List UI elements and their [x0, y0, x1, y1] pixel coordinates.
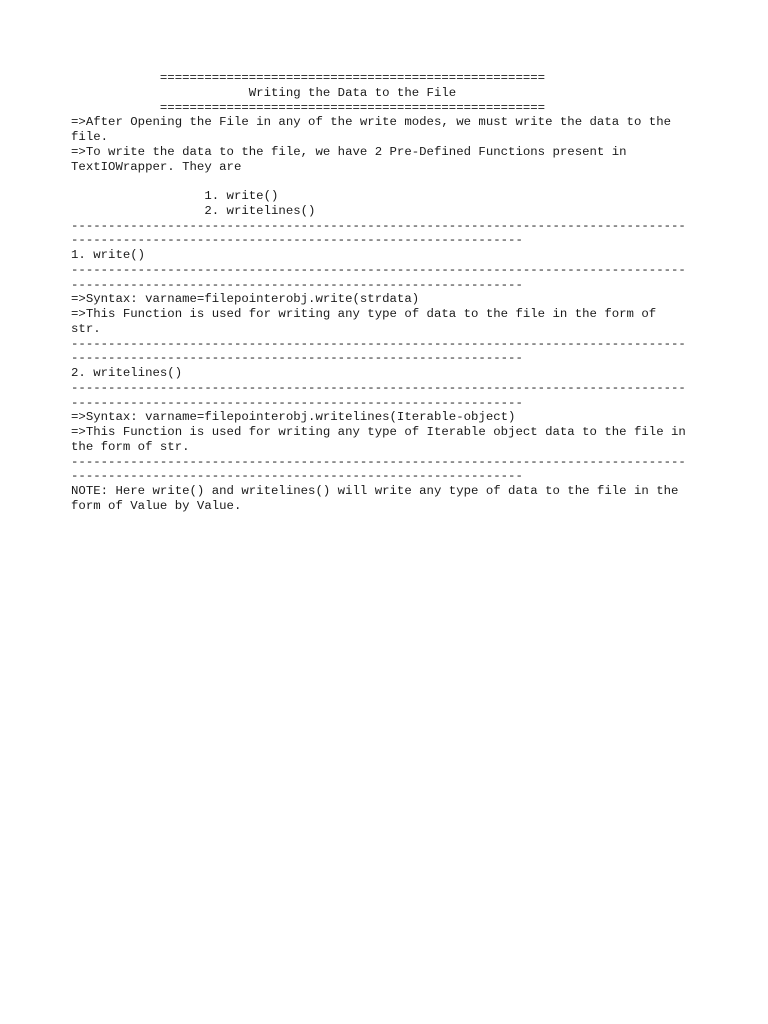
writelines-description: the form of str.	[71, 439, 190, 454]
separator-line: -----------------------------------------------------------------------------------	[71, 262, 686, 277]
section-heading-write: 1. write()	[71, 248, 146, 262]
writelines-syntax: =>Syntax: varname=filepointerobj.writelines(Iterable-object)	[71, 410, 516, 425]
note-text: form of Value by Value.	[71, 498, 242, 513]
intro-text: TextIOWrapper. They are	[71, 159, 242, 174]
separator-line: -----------------------------------------------------------------------------------	[71, 454, 686, 469]
blank-line	[71, 174, 711, 189]
write-description: =>This Function is used for writing any type of data to the file in the form of	[71, 307, 657, 321]
write-syntax: =>Syntax: varname=filepointerobj.write(strdata)	[71, 292, 420, 307]
separator-line: -----------------------------------------------------------------------------------	[71, 218, 686, 233]
note-text: NOTE: Here write() and writelines() will write any type of data to the file in the	[71, 484, 679, 498]
intro-text: file.	[71, 130, 109, 144]
separator-line: -------------------------------------------------------------	[71, 351, 523, 366]
section-heading-writelines: 2. writelines()	[71, 366, 183, 380]
intro-text: =>After Opening the File in any of the write modes, we must write the data to the	[71, 115, 672, 130]
separator-line: -------------------------------------------------------------	[71, 469, 523, 484]
function-list-item: 1. write()	[71, 189, 279, 203]
write-description: str.	[71, 321, 101, 336]
document-body	[71, 71, 711, 514]
separator-line: -------------------------------------------------------------	[71, 277, 523, 292]
header-rule-bottom: ====================================================	[71, 100, 546, 115]
page-title: Writing the Data to the File	[71, 85, 457, 100]
separator-line: -------------------------------------------------------------	[71, 233, 523, 248]
function-list-item: 2. writelines()	[71, 203, 316, 218]
separator-line: -----------------------------------------------------------------------------------	[71, 336, 686, 351]
writelines-description: =>This Function is used for writing any type of Iterable object data to the file in	[71, 425, 686, 439]
intro-text: =>To write the data to the file, we have 2 Pre-Defined Functions present in	[71, 144, 627, 159]
header-rule-top: ====================================================	[71, 71, 546, 85]
separator-line: -----------------------------------------------------------------------------------	[71, 380, 686, 395]
separator-line: -------------------------------------------------------------	[71, 395, 523, 410]
